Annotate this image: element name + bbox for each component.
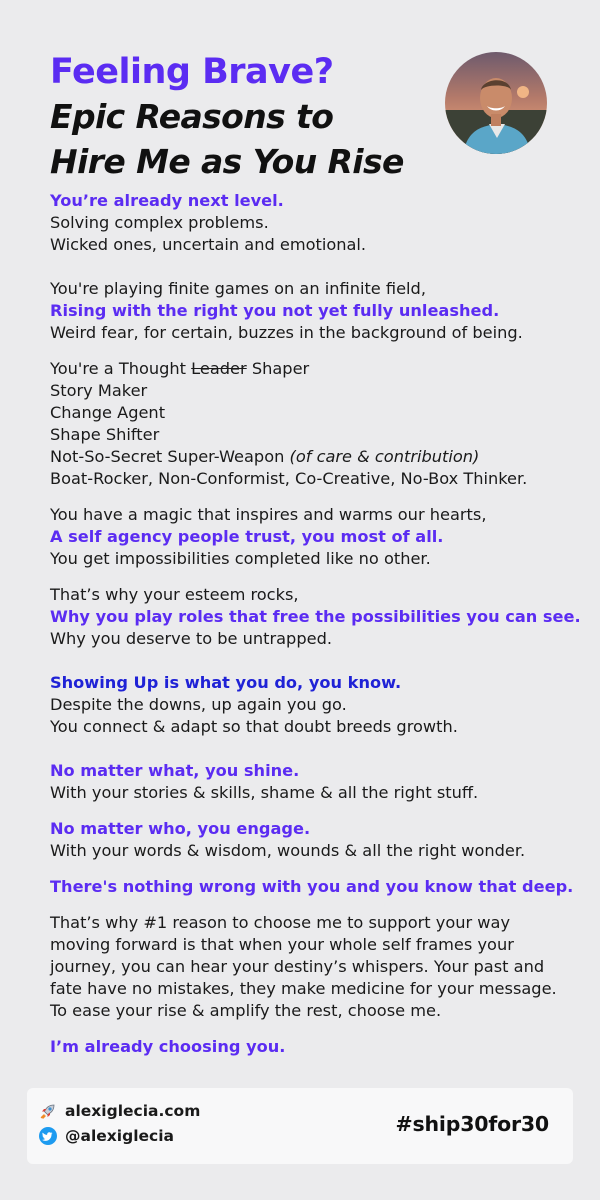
highlight-line: No matter who, you engage. [50, 819, 311, 838]
highlight-line: I’m already choosing you. [50, 1037, 286, 1056]
italic-note: (of care & contribution) [289, 447, 480, 466]
website-link[interactable] [39, 1102, 200, 1120]
twitter-icon [39, 1127, 57, 1145]
highlight-line: Showing Up is what you do, you know. [50, 673, 402, 692]
footer-card [27, 1088, 573, 1164]
title-line-1: Feeling Brave? [50, 52, 334, 92]
text-line: You're playing finite games on an infinite field, [50, 279, 426, 298]
title-line-3: Hire Me as You Rise [50, 142, 404, 181]
paragraph-4 [50, 504, 570, 570]
highlight-line: Why you play roles that free the possibilities you can see. [50, 607, 581, 626]
text-line [50, 358, 570, 380]
paragraph-3 [50, 358, 570, 490]
text-line: You get impossibilities completed like no other. [50, 549, 431, 568]
text-line: Why you deserve to be untrapped. [50, 629, 332, 648]
text-line: You connect & adapt so that doubt breeds growth. [50, 717, 458, 736]
text-line [50, 446, 570, 468]
text-line: moving forward is that when your whole self frames your [50, 935, 514, 954]
text-fragment: Shaper [246, 359, 310, 378]
text-line: fate have no mistakes, they make medicine for your message. [50, 979, 557, 998]
text-line: Shape Shifter [50, 425, 160, 444]
website-text: alexiglecia.com [65, 1102, 201, 1120]
paragraph-6 [50, 672, 570, 738]
paragraph-9 [50, 876, 574, 898]
text-line: Solving complex problems. [50, 213, 269, 232]
paragraph-8 [50, 818, 570, 862]
text-line: That’s why your esteem rocks, [50, 585, 299, 604]
highlight-line: A self agency people trust, you most of all. [50, 527, 444, 546]
text-fragment: Not-So-Secret Super-Weapon [50, 447, 290, 466]
paragraph-7 [50, 760, 570, 804]
paragraph-10 [50, 912, 570, 1022]
body-text [50, 190, 581, 1058]
hashtag: #ship30for30 [395, 1112, 549, 1136]
text-line: Story Maker [50, 381, 148, 400]
text-line: Change Agent [50, 403, 166, 422]
text-line: To ease your rise & amplify the rest, choose me. [50, 1001, 442, 1020]
twitter-link[interactable] [39, 1127, 174, 1145]
avatar [445, 52, 547, 154]
highlight-line: You’re already next level. [50, 191, 284, 210]
text-line: That’s why #1 reason to choose me to support your way [50, 913, 511, 932]
highlight-line: There's nothing wrong with you and you know that deep. [50, 877, 574, 896]
text-fragment: You're a Thought [50, 359, 192, 378]
twitter-handle: @alexiglecia [65, 1127, 174, 1145]
text-line: journey, you can hear your destiny’s whispers. Your past and [50, 957, 545, 976]
paragraph-1 [50, 190, 570, 256]
text-line: With your words & wisdom, wounds & all the right wonder. [50, 841, 526, 860]
paragraph-11 [50, 1036, 570, 1058]
text-line: Boat-Rocker, Non-Conformist, Co-Creative, No-Box Thinker. [50, 469, 528, 488]
text-line: With your stories & skills, shame & all the right stuff. [50, 783, 479, 802]
page-title [50, 50, 404, 184]
paragraph-2 [50, 278, 570, 344]
paragraph-5 [50, 584, 581, 650]
text-line: Despite the downs, up again you go. [50, 695, 347, 714]
rocket-icon [39, 1102, 57, 1120]
struck-word: Leader [191, 359, 247, 378]
title-line-2: Epic Reasons to [50, 97, 334, 136]
text-line: Weird fear, for certain, buzzes in the background of being. [50, 323, 523, 342]
text-line: You have a magic that inspires and warms our hearts, [50, 505, 487, 524]
highlight-line: No matter what, you shine. [50, 761, 300, 780]
text-line: Wicked ones, uncertain and emotional. [50, 235, 367, 254]
highlight-line: Rising with the right you not yet fully unleashed. [50, 301, 500, 320]
